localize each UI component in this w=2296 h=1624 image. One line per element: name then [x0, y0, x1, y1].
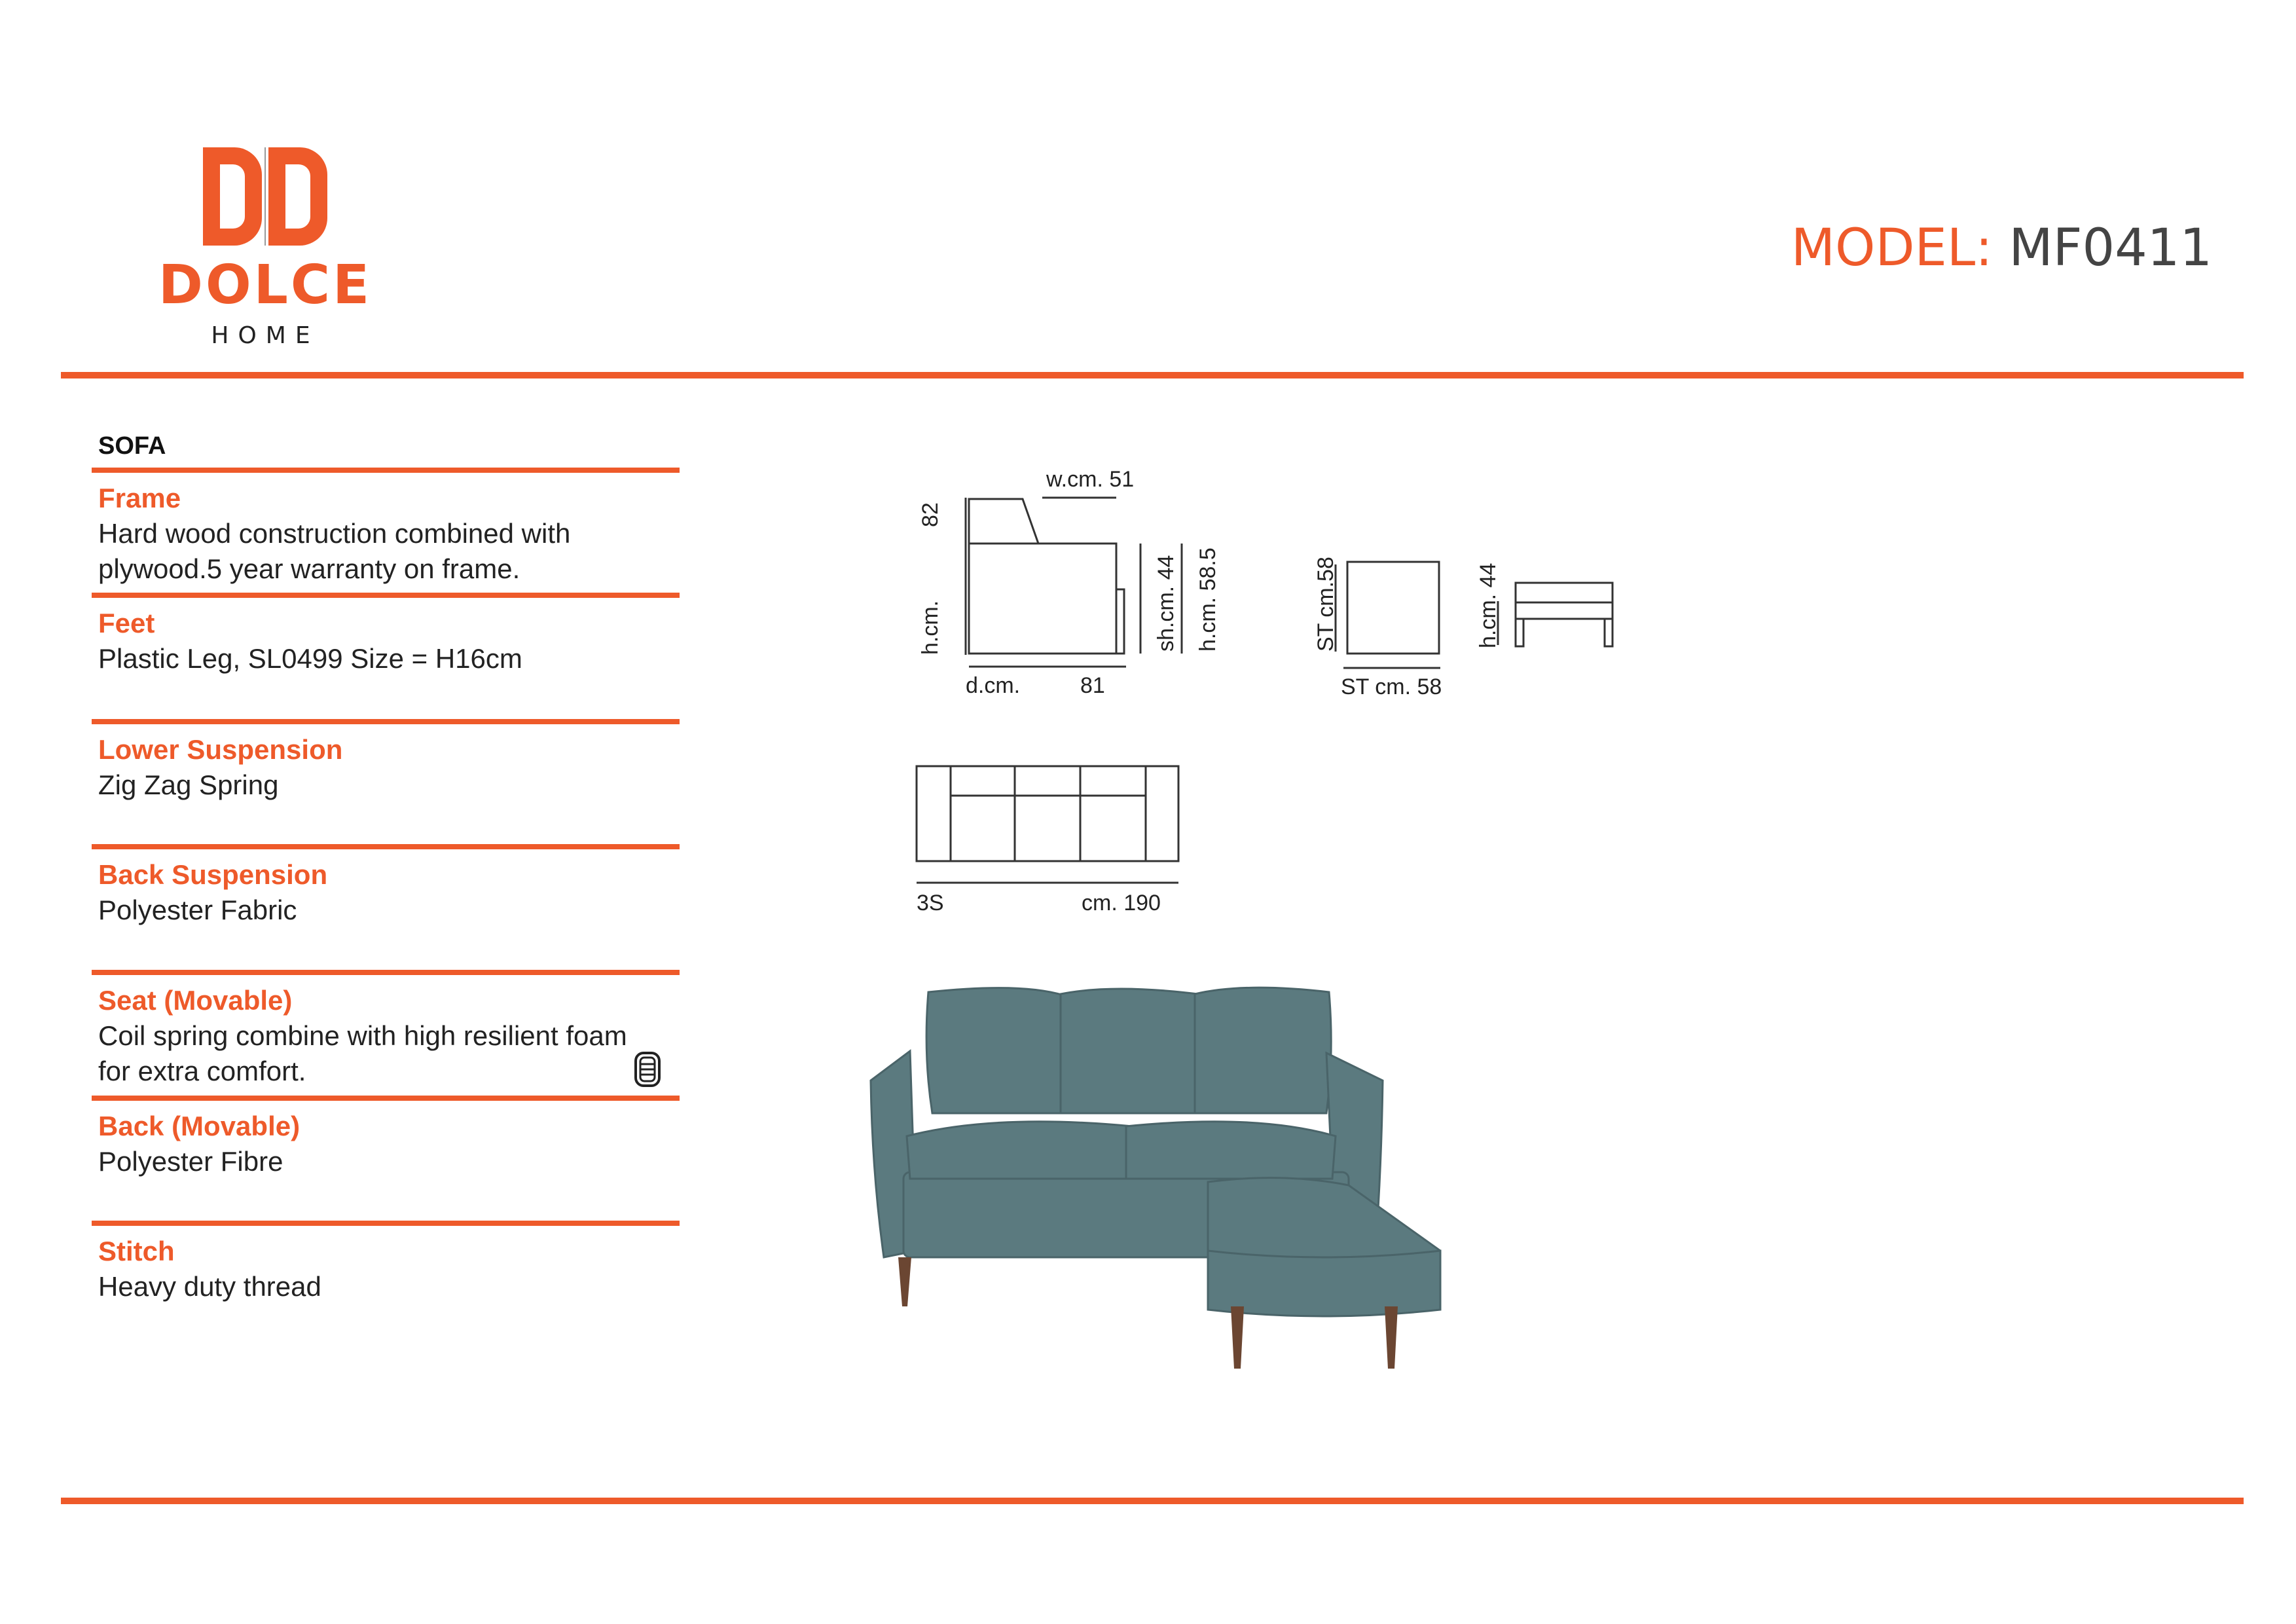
footer-divider	[61, 1498, 2244, 1504]
spec-lower-suspension	[98, 732, 687, 803]
spec-stitch	[98, 1234, 687, 1304]
model-label: MODEL:	[1791, 219, 1993, 278]
model-number: MF0411	[2009, 219, 2212, 278]
spec-detail: Polyester Fibre	[98, 1146, 283, 1177]
dim-stool-bottom: ST cm. 58	[1341, 674, 1442, 699]
product-type: SOFA	[98, 432, 166, 460]
dim-height-label: h.cm.	[918, 600, 943, 655]
spec-divider	[92, 1221, 680, 1226]
spec-divider	[92, 468, 680, 473]
spec-heading: Feet	[98, 608, 155, 638]
dim-stool-height: h.cm. 44	[1476, 563, 1501, 648]
spec-detail: Hard wood construction combined with	[98, 518, 571, 549]
spec-back-suspension	[98, 857, 687, 928]
dim-depth: 81	[1080, 673, 1105, 698]
model-title	[1791, 219, 2212, 278]
dim-width: w.cm. 51	[1046, 467, 1135, 492]
spec-divider	[92, 1096, 680, 1101]
spec-detail: Heavy duty thread	[98, 1271, 321, 1302]
spec-divider	[92, 970, 680, 975]
spec-divider	[92, 593, 680, 598]
spec-detail: Polyester Fabric	[98, 895, 297, 925]
dim-total-height: h.cm. 58.5	[1195, 547, 1220, 652]
coil-spring-icon	[634, 1051, 661, 1088]
sofa-product-image	[864, 976, 1453, 1382]
dim-stool-side: ST cm.58	[1313, 557, 1338, 652]
spec-heading: Seat (Movable)	[98, 985, 293, 1016]
spec-feet	[98, 606, 687, 676]
dim-length: cm. 190	[1082, 891, 1161, 915]
spec-heading: Lower Suspension	[98, 734, 343, 765]
spec-detail: Coil spring combine with high resilient foam	[98, 1020, 627, 1051]
spec-detail: for extra comfort.	[98, 1056, 306, 1086]
spec-divider	[92, 844, 680, 849]
header-divider	[61, 372, 2244, 378]
spec-back	[98, 1109, 687, 1179]
spec-heading: Back (Movable)	[98, 1111, 301, 1141]
brand-name: DOLCE	[158, 254, 373, 316]
spec-detail: Zig Zag Spring	[98, 769, 279, 800]
spec-heading: Frame	[98, 483, 181, 513]
brand-subtitle: HOME	[211, 322, 319, 349]
dimension-drawings	[871, 458, 1656, 930]
dim-depth-label: d.cm.	[966, 673, 1021, 698]
dim-seat-height: sh.cm. 44	[1154, 555, 1178, 652]
dim-size-code: 3S	[917, 891, 944, 915]
spec-heading: Stitch	[98, 1236, 175, 1266]
spec-frame	[98, 481, 687, 587]
spec-detail: Plastic Leg, SL0499 Size = H16cm	[98, 643, 522, 674]
spec-divider	[92, 719, 680, 724]
spec-detail: plywood.5 year warranty on frame.	[98, 553, 520, 584]
spec-seat	[98, 983, 687, 1089]
dim-height-top: 82	[918, 502, 943, 527]
spec-heading: Back Suspension	[98, 859, 328, 890]
dolce-logo-mark	[203, 147, 327, 246]
